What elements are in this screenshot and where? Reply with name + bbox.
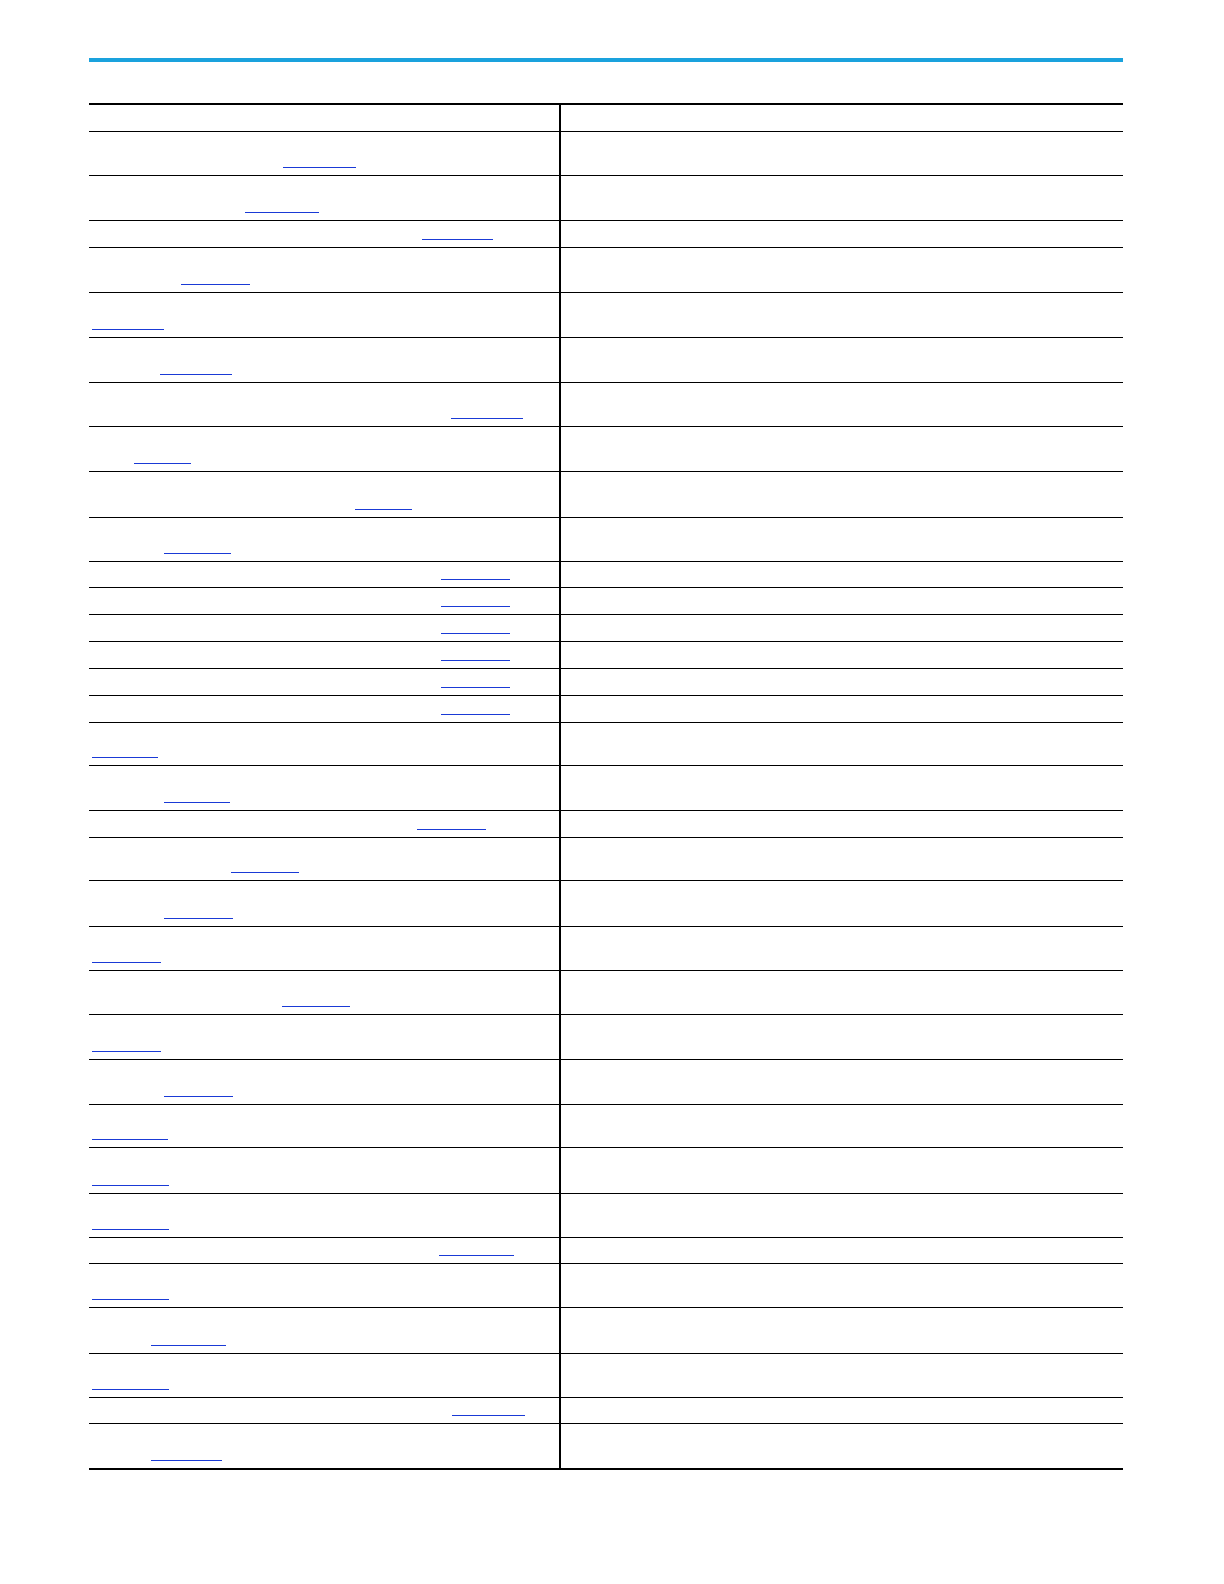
table-row (89, 1263, 1123, 1307)
column-divider (559, 766, 561, 810)
column-divider (559, 427, 561, 471)
header-accent-bar (89, 58, 1123, 62)
table-row (89, 641, 1123, 668)
table-row (89, 561, 1123, 587)
page-reference-link[interactable] (245, 212, 319, 213)
column-divider (559, 221, 561, 247)
column-divider (559, 838, 561, 880)
column-divider (559, 811, 561, 837)
column-divider (559, 723, 561, 765)
column-divider (559, 642, 561, 668)
table-row (89, 1397, 1123, 1423)
column-divider (559, 1105, 561, 1147)
table-row (89, 426, 1123, 471)
column-divider (559, 1060, 561, 1104)
column-divider (559, 338, 561, 382)
table-row (89, 471, 1123, 517)
page-reference-link[interactable] (417, 829, 486, 830)
table-row (89, 837, 1123, 880)
table-row (89, 1059, 1123, 1104)
column-divider (559, 927, 561, 970)
table-row (89, 132, 1123, 175)
table-row (89, 1353, 1123, 1397)
page-reference-link[interactable] (441, 660, 510, 661)
column-divider (559, 105, 561, 131)
table-row (89, 614, 1123, 641)
page-reference-link[interactable] (441, 633, 510, 634)
page-reference-link[interactable] (92, 329, 164, 330)
column-divider (559, 383, 561, 426)
table-row (89, 175, 1123, 220)
column-divider (559, 293, 561, 337)
page-reference-link[interactable] (439, 1255, 514, 1256)
page-reference-link[interactable] (92, 1139, 168, 1140)
table-row (89, 722, 1123, 765)
page-reference-link[interactable] (181, 284, 250, 285)
column-divider (559, 176, 561, 220)
table-row (89, 247, 1123, 292)
table-row (89, 765, 1123, 810)
table-header (89, 105, 1123, 132)
table-row (89, 1014, 1123, 1059)
page-reference-link[interactable] (160, 374, 232, 375)
table-row (89, 517, 1123, 561)
table-row (89, 382, 1123, 426)
column-divider (559, 881, 561, 926)
table-row (89, 220, 1123, 247)
table-row (89, 587, 1123, 614)
page-reference-link[interactable] (92, 1229, 169, 1230)
table-row (89, 926, 1123, 970)
data-table (89, 103, 1123, 1470)
column-divider (559, 1424, 561, 1468)
table-row (89, 292, 1123, 337)
page-reference-link[interactable] (151, 1460, 222, 1461)
page-reference-link[interactable] (422, 239, 493, 240)
page-reference-link[interactable] (92, 1051, 161, 1052)
column-divider (559, 248, 561, 292)
page-reference-link[interactable] (441, 606, 510, 607)
page-reference-link[interactable] (441, 687, 510, 688)
page-reference-link[interactable] (451, 418, 523, 419)
page-reference-link[interactable] (355, 509, 412, 510)
column-divider (559, 615, 561, 641)
table-row (89, 970, 1123, 1014)
table-row (89, 695, 1123, 722)
table-row (89, 337, 1123, 382)
table-row (89, 880, 1123, 926)
page-reference-link[interactable] (164, 802, 230, 803)
page-reference-link[interactable] (151, 1345, 226, 1346)
page-reference-link[interactable] (282, 1006, 350, 1007)
page-reference-link[interactable] (92, 962, 161, 963)
page-reference-link[interactable] (441, 714, 510, 715)
column-divider (559, 1238, 561, 1263)
page-reference-link[interactable] (164, 1096, 233, 1097)
table-row (89, 1237, 1123, 1263)
column-divider (559, 472, 561, 517)
table-row (89, 1193, 1123, 1237)
table-row (89, 1104, 1123, 1147)
column-divider (559, 1015, 561, 1059)
column-divider (559, 518, 561, 561)
page-reference-link[interactable] (231, 872, 299, 873)
column-divider (559, 971, 561, 1014)
page-reference-link[interactable] (92, 1299, 169, 1300)
page-reference-link[interactable] (134, 463, 191, 464)
column-divider (559, 1354, 561, 1397)
column-divider (559, 1398, 561, 1423)
page-reference-link[interactable] (441, 579, 510, 580)
table-row (89, 668, 1123, 695)
table-row (89, 810, 1123, 837)
column-divider (559, 1148, 561, 1193)
column-divider (559, 562, 561, 587)
column-divider (559, 1264, 561, 1307)
table-row (89, 1307, 1123, 1353)
page-reference-link[interactable] (283, 167, 356, 168)
page-reference-link[interactable] (92, 1185, 169, 1186)
table-row (89, 1423, 1123, 1468)
page-reference-link[interactable] (452, 1415, 525, 1416)
table-row (89, 1147, 1123, 1193)
page-reference-link[interactable] (92, 757, 158, 758)
page-reference-link[interactable] (164, 918, 233, 919)
column-divider (559, 1194, 561, 1237)
column-divider (559, 588, 561, 614)
page-reference-link[interactable] (92, 1389, 169, 1390)
page-reference-link[interactable] (164, 553, 231, 554)
table-body (89, 132, 1123, 1468)
column-divider (559, 132, 561, 175)
column-divider (559, 669, 561, 695)
column-divider (559, 696, 561, 722)
column-divider (559, 1308, 561, 1353)
